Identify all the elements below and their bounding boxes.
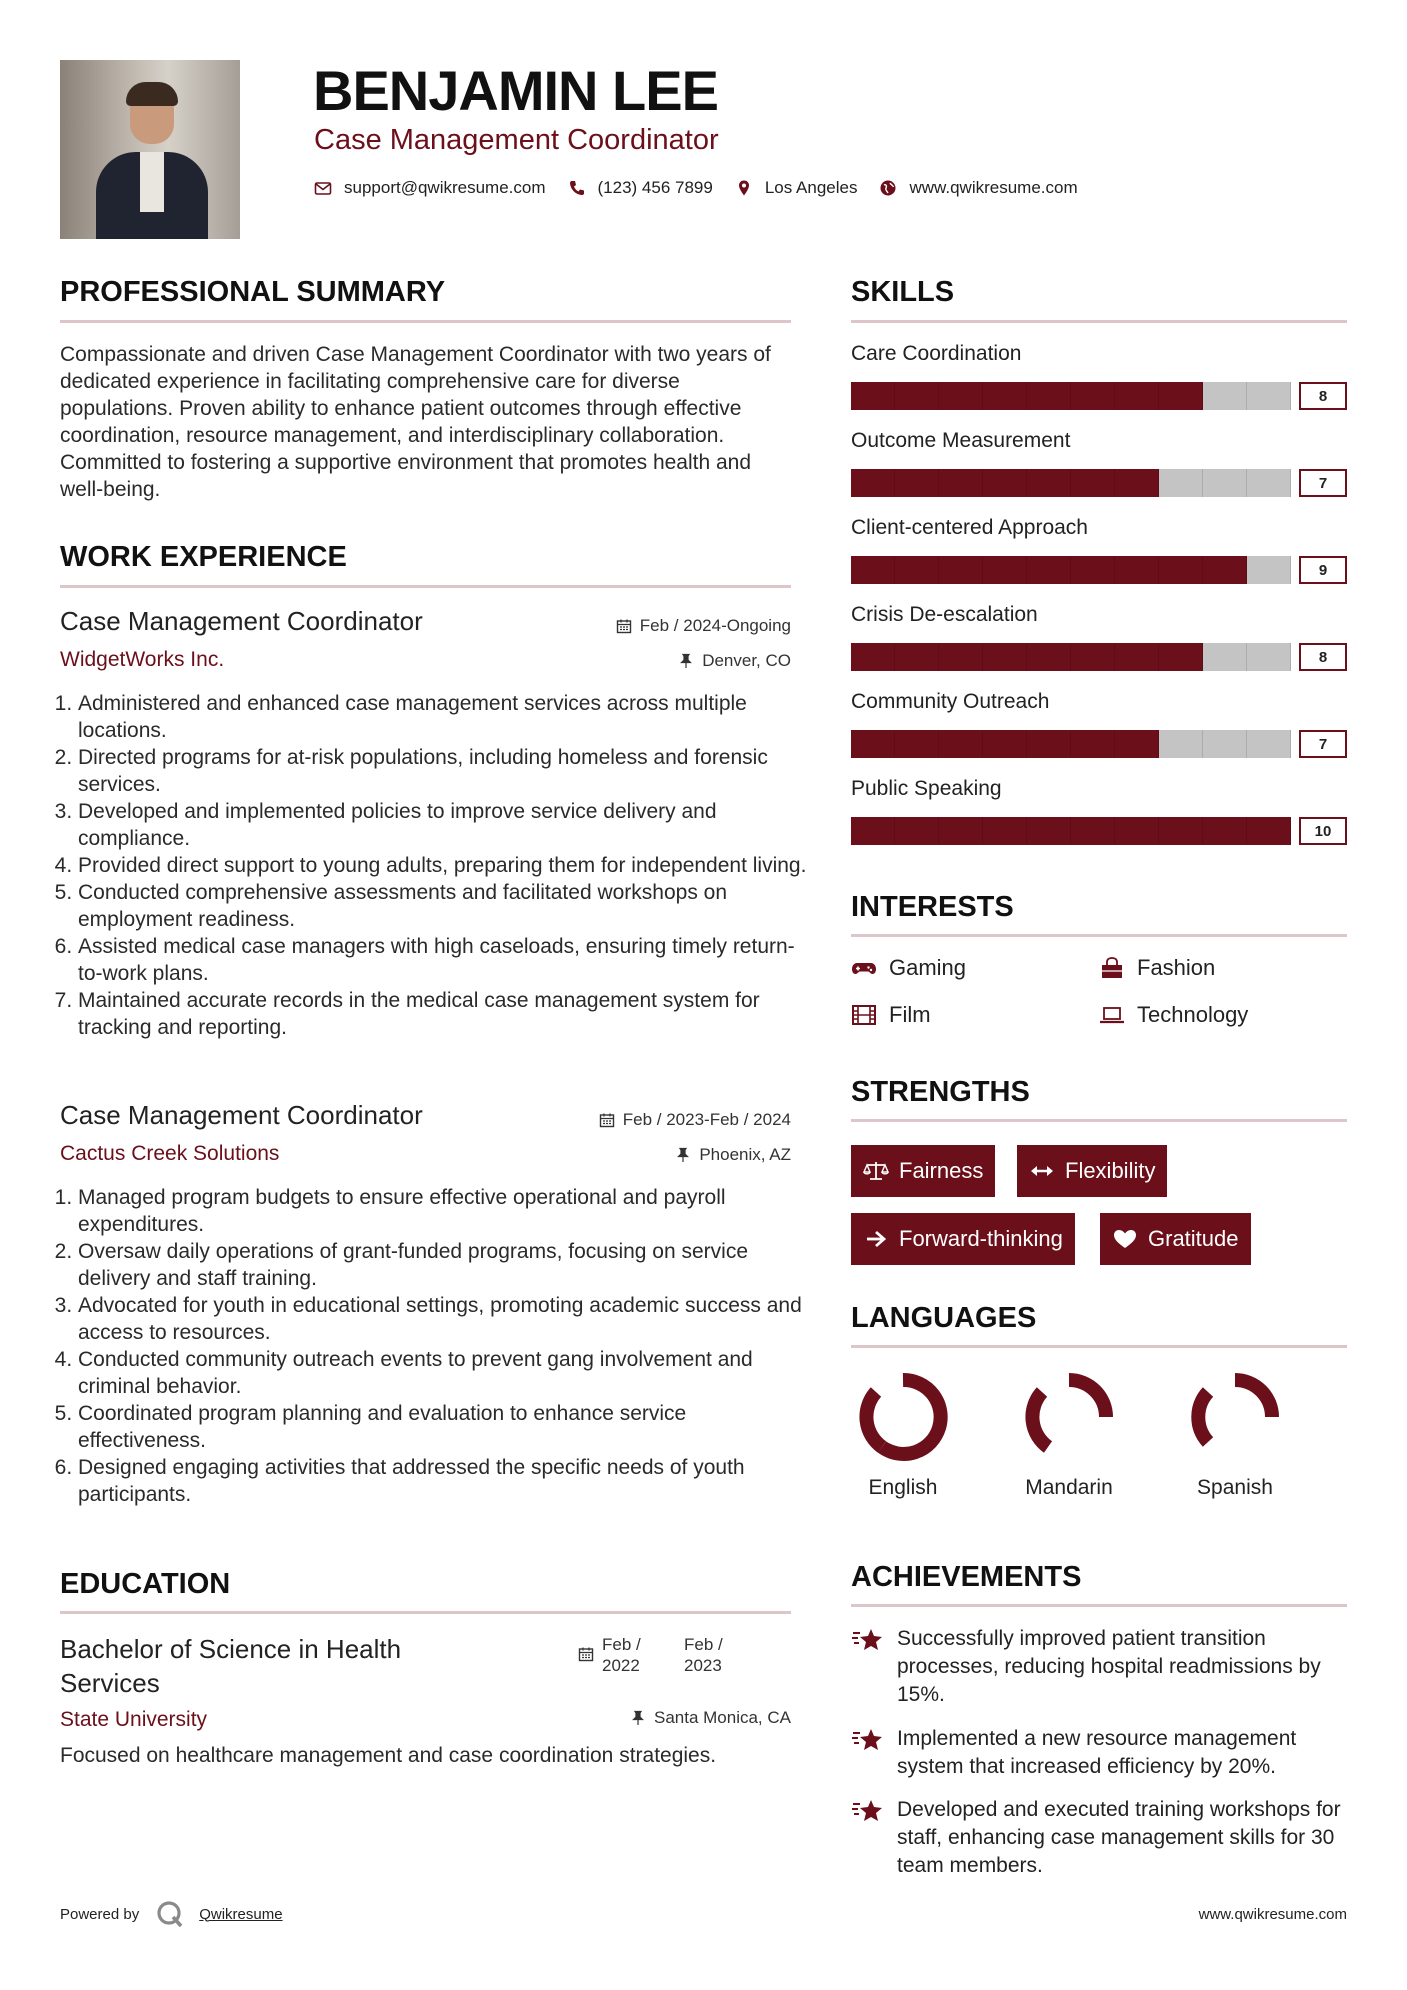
job-title: Case Management Coordinator [60,1100,423,1130]
skill-bar-segment [1071,556,1115,584]
shooting-star-icon [851,1625,885,1655]
skill-bar-segment [1247,556,1291,584]
list-item: 2. Oversaw daily operations of grant-funded programs, focusing on service delivery and staff training. [78,1238,818,1292]
strengths-heading: STRENGTHS [851,1076,1030,1108]
interest-label: Fashion [1137,955,1216,980]
globe-icon [879,179,897,197]
strength-gratitude [1100,1213,1251,1265]
job-location-text: Denver, CO [702,651,791,670]
achievement-text: Successfully improved patient transition processes, reducing hospital readmissions by 15%. [897,1627,1321,1706]
skill-bar-segment [1159,817,1203,845]
interest-label: Gaming [889,955,967,980]
education-start-date: Feb / 2022 [602,1635,641,1675]
strength-flexibility [1017,1145,1167,1197]
pushpin-icon [678,653,694,669]
skill-name: Crisis De-escalation [851,603,1038,626]
calendar-icon [599,1112,615,1128]
skill-bar-segment [1203,817,1247,845]
language-spanish [1165,1372,1305,1500]
skill-bar-segment [1027,469,1071,497]
job-location [675,1145,791,1165]
skill-bar-segment [1159,382,1203,410]
skill-bar-segment [895,817,939,845]
strength-label: Fairness [899,1158,984,1183]
skill-bar-segment [851,556,895,584]
skill-bar-segment [851,730,895,758]
skill-bar-segment [1203,556,1247,584]
heart-icon [1112,1228,1138,1250]
contact-email[interactable] [314,178,546,198]
skill-bar-segment [1115,817,1159,845]
section-divider [60,320,791,323]
skill-bar-segment [1115,469,1159,497]
shooting-star-icon [851,1796,885,1826]
skill-bar-segment [983,556,1027,584]
job-location-text: Phoenix, AZ [699,1145,791,1164]
skill-bar-segment [851,382,895,410]
interest-film [851,1002,931,1028]
candidate-title: Case Management Coordinator [314,124,719,156]
interest-label: Film [889,1002,931,1027]
job-dates [616,616,791,636]
language-mandarin [999,1372,1139,1500]
contact-location-text: Los Angeles [764,178,858,197]
brand-link[interactable]: Qwikresume [199,1905,283,1923]
envelope-icon [314,179,332,197]
skill-bar-segment [983,730,1027,758]
scale-icon [863,1160,889,1182]
skill-bar-segment [939,817,983,845]
experience-heading: WORK EXPERIENCE [60,541,347,573]
skill-level-bar [851,817,1347,845]
list-item: 2. Directed programs for at-risk populations, including homeless and forensic services. [78,744,818,798]
arrows-horizontal-icon [1029,1160,1055,1182]
skill-bar-segment [1159,730,1203,758]
section-divider [60,585,791,588]
school-name: State University [60,1708,208,1731]
achievements-heading: ACHIEVEMENTS [851,1561,1082,1593]
skill-bar-segment [939,730,983,758]
footer-url[interactable]: www.qwikresume.com [1198,1906,1347,1923]
contact-location [735,178,858,198]
strength-label: Flexibility [1065,1158,1156,1183]
achievement-text: Developed and executed training workshops for staff, enhancing case management skills for 30 team members. [897,1798,1341,1877]
skill-bar-segment [939,382,983,410]
contact-phone-text: (123) 456 7899 [597,178,713,197]
skill-score-badge: 9 [1299,556,1347,584]
skill-bar-segment [1203,730,1247,758]
skill-level-bar [851,556,1347,584]
strength-label: Forward-thinking [899,1226,1063,1251]
job-dates-text: Feb / 2024-Ongoing [639,616,791,635]
section-divider [851,1119,1347,1122]
skill-bar-segment [1203,643,1247,671]
contact-bar [314,178,1100,198]
skill-bar-segment [983,817,1027,845]
section-divider [851,1345,1347,1348]
skill-name: Client-centered Approach [851,516,1088,539]
education-end-date: Feb / 2023 [684,1635,723,1675]
summary-text: Compassionate and driven Case Management Coordinator with two years of dedicated experience in facilitating comprehensive care for diverse populations. Proven ability to enhance patient outcomes through effective coordination, resource management, and interdisciplinary collaboration. Committed to fostering a supportive environment that promotes health and well-being. [60,343,771,501]
contact-website-text: www.qwikresume.com [909,178,1078,197]
arrow-right-icon [863,1228,889,1250]
phone-icon [568,179,586,197]
skill-bar-segment [983,643,1027,671]
contact-email-text: support@qwikresume.com [344,178,546,197]
skill-bar-segment [1159,643,1203,671]
skill-bar-segment [1071,730,1115,758]
education-location-text: Santa Monica, CA [653,1708,791,1727]
skill-bar-segment [895,643,939,671]
skill-bar-segment [1027,556,1071,584]
contact-website[interactable] [879,178,1077,198]
skill-bar-segment [939,556,983,584]
strength-forward-thinking [851,1213,1075,1265]
company-name: Cactus Creek Solutions [60,1142,280,1165]
language-label: Mandarin [1025,1476,1113,1499]
powered-by-text: Powered by [60,1905,140,1923]
language-ring-icon [1190,1372,1280,1462]
skill-bar-segment [851,817,895,845]
skill-name: Community Outreach [851,690,1050,713]
achievement-item [851,1625,1351,1709]
pushpin-icon [675,1147,691,1163]
skill-bar-segment [1115,382,1159,410]
list-item: 4. Provided direct support to young adults, preparing them for independent living. [78,852,818,879]
skill-score-badge: 7 [1299,469,1347,497]
skill-name: Public Speaking [851,777,1002,800]
skill-bar-segment [851,469,895,497]
skill-bar-segment [895,730,939,758]
shopping-bag-icon [1099,957,1125,979]
education-description: Focused on healthcare management and case coordination strategies. [60,1744,717,1767]
achievement-text: Implemented a new resource management system that increased efficiency by 20%. [897,1727,1297,1778]
list-item: 7. Maintained accurate records in the medical case management system for tracking and reporting. [78,987,818,1041]
skill-bar-segment [1071,469,1115,497]
language-ring-icon [858,1372,948,1462]
languages-heading: LANGUAGES [851,1302,1037,1334]
candidate-name: BENJAMIN LEE [313,59,718,122]
section-divider [851,934,1347,937]
skill-bar-segment [1203,382,1247,410]
skill-bar-segment [1247,730,1291,758]
skill-score-badge: 8 [1299,643,1347,671]
laptop-icon [1099,1004,1125,1026]
skill-bar-segment [1247,469,1291,497]
list-item: 6. Designed engaging activities that addressed the specific needs of youth participants. [78,1454,818,1508]
language-ring-icon [1024,1372,1114,1462]
list-item: 5. Coordinated program planning and evaluation to enhance service effectiveness. [78,1400,818,1454]
achievement-item [851,1725,1351,1781]
shooting-star-icon [851,1725,885,1755]
skill-bar-segment [983,382,1027,410]
interests-heading: INTERESTS [851,891,1014,923]
section-divider [60,1611,791,1614]
skill-bar-segment [1071,817,1115,845]
section-divider [851,320,1347,323]
skill-bar-segment [1115,730,1159,758]
skill-bar-segment [851,643,895,671]
job-bullets [60,1184,818,1508]
skill-bar-segment [1027,730,1071,758]
skill-level-bar [851,469,1347,497]
job-title: Case Management Coordinator [60,606,423,636]
degree-title: Bachelor of Science in Health Services [60,1634,402,1698]
calendar-icon [616,618,632,634]
language-label: English [868,1476,938,1499]
skill-bar-segment [1247,817,1291,845]
education-location [630,1708,791,1728]
language-english [833,1372,973,1500]
skill-bar-segment [1203,469,1247,497]
skill-bar-segment [1159,469,1203,497]
skill-bar-segment [1027,643,1071,671]
list-item: 4. Conducted community outreach events to prevent gang involvement and criminal behavior. [78,1346,818,1400]
interest-label: Technology [1137,1002,1249,1027]
skill-bar-segment [939,469,983,497]
skill-bar-segment [1247,382,1291,410]
strength-fairness [851,1145,995,1197]
interest-technology [1099,1002,1248,1028]
list-item: 3. Developed and implemented policies to improve service delivery and compliance. [78,798,818,852]
job-dates [599,1110,791,1130]
footer-branding [60,1899,283,1929]
skill-level-bar [851,643,1347,671]
education-heading: EDUCATION [60,1568,231,1600]
gamepad-icon [851,957,877,979]
list-item: 1. Managed program budgets to ensure effective operational and payroll expenditures. [78,1184,818,1238]
skill-bar-segment [939,643,983,671]
map-marker-icon [735,179,753,197]
skill-score-badge: 8 [1299,382,1347,410]
pushpin-icon [630,1710,646,1726]
skill-bar-segment [1115,556,1159,584]
job-bullets [60,690,818,1041]
profile-photo [60,60,240,239]
education-dates [578,1634,742,1676]
list-item: 5. Conducted comprehensive assessments and facilitated workshops on employment readiness. [78,879,818,933]
language-label: Spanish [1197,1476,1273,1499]
achievement-item [851,1796,1351,1880]
calendar-icon [578,1646,594,1662]
skill-bar-segment [895,469,939,497]
skill-score-badge: 10 [1299,817,1347,845]
skill-level-bar [851,730,1347,758]
qwikresume-logo-icon [155,1899,185,1929]
skill-level-bar [851,382,1347,410]
skill-name: Outcome Measurement [851,429,1071,452]
section-divider [851,1604,1347,1607]
company-name: WidgetWorks Inc. [60,648,225,671]
skills-heading: SKILLS [851,276,955,308]
skill-name: Care Coordination [851,342,1022,365]
skill-score-badge: 7 [1299,730,1347,758]
job-dates-text: Feb / 2023-Feb / 2024 [622,1110,791,1129]
list-item: 3. Advocated for youth in educational settings, promoting academic success and access to resources. [78,1292,818,1346]
skill-bar-segment [1071,643,1115,671]
skill-bar-segment [1027,817,1071,845]
skill-bar-segment [1115,643,1159,671]
skill-bar-segment [1027,382,1071,410]
strength-label: Gratitude [1148,1226,1239,1251]
interest-fashion [1099,955,1215,981]
skill-bar-segment [1247,643,1291,671]
contact-phone[interactable] [568,178,713,198]
skill-bar-segment [983,469,1027,497]
summary-heading: PROFESSIONAL SUMMARY [60,276,446,308]
skill-bar-segment [895,382,939,410]
skill-bar-segment [895,556,939,584]
film-icon [851,1004,877,1026]
job-location [678,651,791,671]
list-item: 1. Administered and enhanced case management services across multiple locations. [78,690,818,744]
interest-gaming [851,955,966,981]
list-item: 6. Assisted medical case managers with high caseloads, ensuring timely return-to-work plans. [78,933,818,987]
skill-bar-segment [1071,382,1115,410]
skill-bar-segment [1159,556,1203,584]
